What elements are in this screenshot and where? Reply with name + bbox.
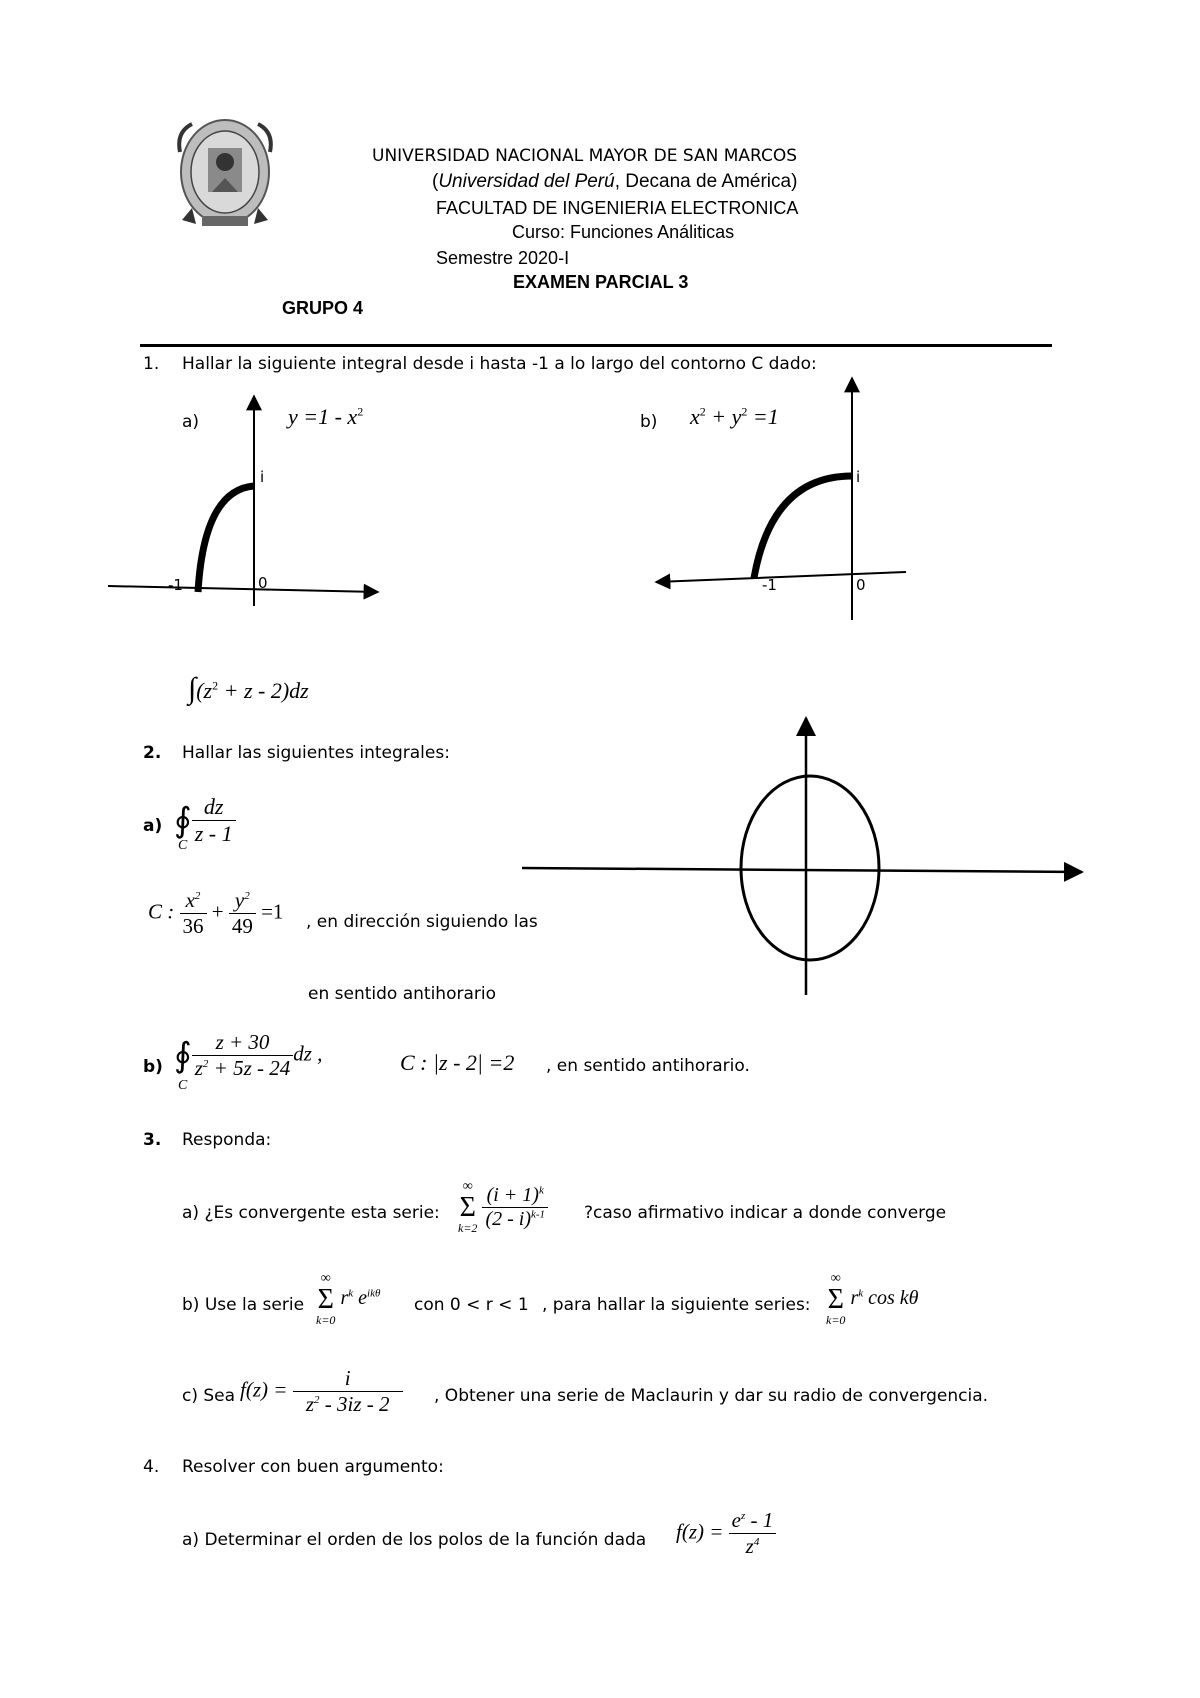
q3a-series: ∞ Σ k=2 $\frac{(i + 1)^k}{(2 - i)^{k-1}}$ — [458, 1180, 548, 1234]
q1a-equation: $y =1 - x^2$ — [288, 404, 364, 429]
graph-a-contour — [198, 486, 254, 592]
q2b-curve: C : |z - 2| =2 — [400, 1050, 515, 1075]
exam-title: EXAMEN PARCIAL 3 — [513, 272, 689, 292]
faculty-name: FACULTAD DE INGENIERIA ELECTRONICA — [436, 198, 799, 218]
graph-a-i-label: i — [260, 468, 265, 486]
q3a-text2: ?caso afirmativo indicar a donde converge — [584, 1203, 947, 1223]
q3b-series: ∞ Σ k=0 $r^k$ $e^{ik\theta}$ — [316, 1271, 381, 1327]
q2b-text: , en sentido antihorario. — [546, 1056, 750, 1076]
q3c-function: f(z) = $\frac{i}{z^2 - 3iz - 2}$ — [240, 1366, 403, 1417]
q1b-label: b) — [640, 412, 658, 432]
q2-curve-text: , en dirección siguiendo las — [306, 912, 538, 932]
university-name: UNIVERSIDAD NACIONAL MAYOR DE SAN MARCOS — [372, 146, 798, 166]
university-subtitle: (Universidad del Perú, Decana de América) — [432, 171, 798, 192]
graph-a-zero-label: 0 — [258, 574, 268, 592]
q2a-c-sub: C — [178, 838, 188, 853]
q2b-c-sub: C — [178, 1078, 188, 1093]
q1-text: Hallar la siguiente integral desde i hasta -1 a lo largo del contorno C dado: — [182, 354, 817, 374]
q4-number: 4. — [143, 1457, 160, 1477]
q1-number: 1. — [143, 354, 160, 374]
q3b-text: b) Use la serie — [182, 1295, 305, 1315]
graph-b-contour — [754, 476, 852, 578]
q4a-text: a) Determinar el orden de los polos de la función dada — [182, 1530, 647, 1550]
q3a-text: a) ¿Es convergente esta serie: — [182, 1203, 440, 1223]
ellipse-contour — [741, 776, 879, 960]
graph-a-x-axis — [108, 586, 378, 592]
graph-a-minus1-label: -1 — [168, 576, 183, 594]
semester: Semestre 2020-I — [436, 248, 570, 268]
course-name: Curso: Funciones Análiticas — [512, 222, 735, 242]
q3b-text2: , para hallar la siguiente series: — [542, 1295, 811, 1315]
q2a-integral: ∮ $\frac{dz}{z - 1}$ — [174, 794, 236, 847]
q2a-label: a) — [143, 816, 163, 836]
graph-b-zero-label: 0 — [856, 576, 866, 594]
q1b-equation: $x^2 + y^2 =1$ — [690, 404, 779, 429]
q3c-text2: , Obtener una serie de Maclaurin y dar su radio de convergencia. — [434, 1386, 989, 1406]
q3b-cond: con 0 < r < 1 — [414, 1295, 529, 1315]
q4a-function: f(z) = $\frac{e^z - 1}{z^4}$ — [676, 1508, 776, 1559]
q1a-label: a) — [182, 412, 200, 432]
graph-b-i-label: i — [856, 468, 861, 486]
q4-text: Resolver con buen argumento: — [182, 1457, 444, 1477]
q3b-series2: ∞ Σ k=0 $r^k$ cos kθ — [826, 1271, 919, 1327]
q2-number: 2. — [143, 743, 162, 763]
graph-b-x-axis — [656, 572, 906, 582]
q2b-integral: ∮ $\frac{z + 30}{z^2 + 5z - 24}$ dz , — [174, 1030, 323, 1080]
q2b-label: b) — [143, 1057, 163, 1077]
q2-curve: C : $\frac{x^2}{36}$ + $\frac{y^2}{49}$ =1 — [148, 888, 284, 938]
group-label: GRUPO 4 — [282, 298, 364, 318]
ellipse-x-axis — [522, 868, 1082, 872]
q1-integral: $\int(z^2 + z - 2)dz$ — [188, 672, 309, 705]
q2-text: Hallar las siguientes integrales: — [182, 743, 450, 763]
q3c-text: c) Sea — [182, 1386, 236, 1406]
q2-curve-text2: en sentido antihorario — [308, 984, 496, 1004]
q3-text: Responda: — [182, 1130, 272, 1150]
graph-b-minus1-label: -1 — [762, 576, 777, 594]
q3-number: 3. — [143, 1130, 162, 1150]
